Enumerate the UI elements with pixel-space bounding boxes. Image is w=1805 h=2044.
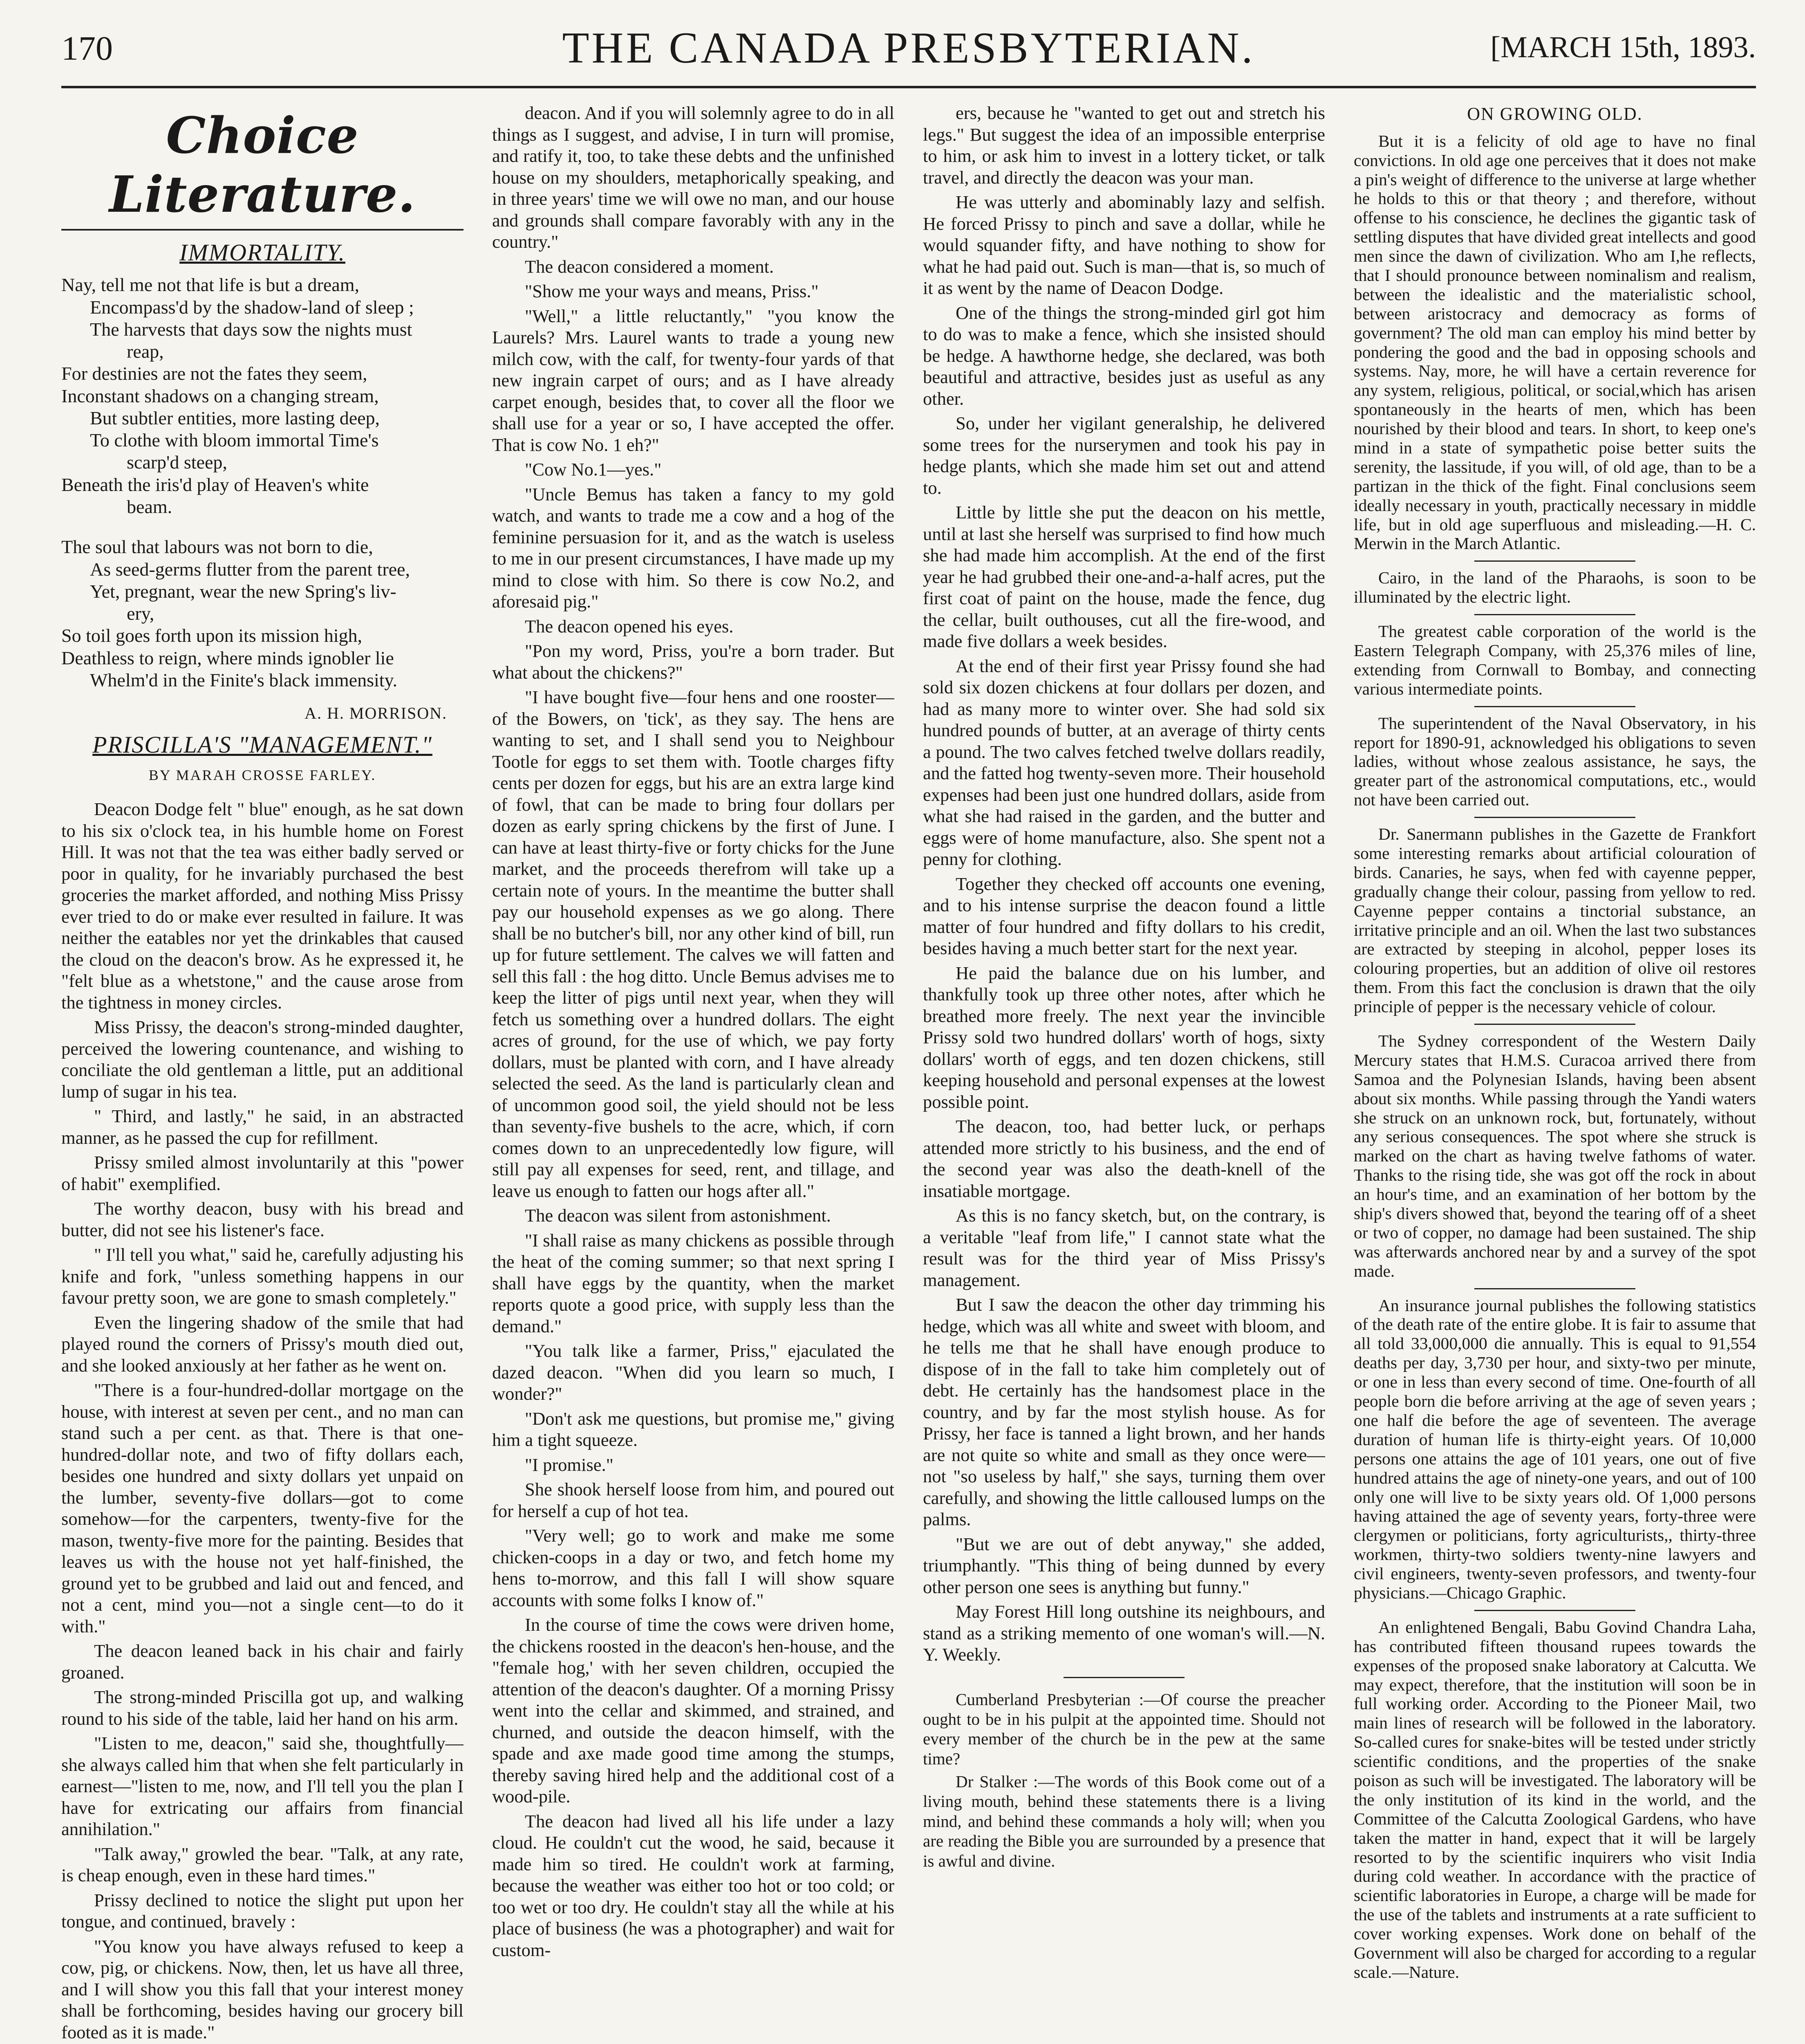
news-items <box>1354 568 1756 1981</box>
news-item: The Sydney correspondent of the Western Daily Mercury states that H.M.S. Curacoa arrived there from Samoa and the Polynesian Islands, having been absent about six months. While passing through the Yandi waters she struck on an unknown rock, but, fortunately, without any serious consequences. The spot where she struck is marked on the chart as having twelve fathoms of water. Thanks to the rising tide, she was got off the rock in about an hour's time, and an examination of her bottom by the ship's divers showed that, beyond the tearing off of a sheet or two of copper, no damage had been sustained. The ship was afterwards anchored near by and a survey of the spot made. <box>1354 1031 1756 1280</box>
story-paragraph: May Forest Hill long outshine its neighbours, and stand as a striking memento of one woman's will.—N. Y. Weekly. <box>923 1601 1325 1665</box>
column-4 <box>1354 102 1756 2044</box>
poem-line: To clothe with bloom immortal Time's <box>90 430 379 451</box>
story-paragraph: So, under her vigilant generalship, he delivered some trees for the nurserymen and took his pay in hedge plants, which she made him set out and attend to. <box>923 413 1325 498</box>
story-paragraph: "There is a four-hundred-dollar mortgage on the house, with interest at seven per cent., and no man can stand such a per cent. as that. There is that one-hundred-dollar note, and two of fifty dollars each, besides one hundred and sixty dollars yet unpaid on the lumber, seventy-five dollars—got to come somehow—for the carpenters, twenty-five for the mason, twenty-five more for the painting. Besides that leaves us with the house not yet half-finished, the ground yet to be grubbed and laid out and fenced, and not a cent, mind you—not a single cent—to do it with." <box>61 1380 464 1636</box>
poem-line: reap, <box>127 341 164 362</box>
poem-line: The soul that labours was not born to die, <box>61 536 373 558</box>
poem-line: Deathless to reign, where minds ignobler lie <box>61 647 394 668</box>
newspaper-title: THE CANADA PRESBYTERIAN. <box>562 24 1255 72</box>
story-paragraph: Prissy declined to notice the slight put upon her tongue, and continued, bravely : <box>61 1889 464 1932</box>
poem-line: Encompass'd by the shadow-land of sleep ; <box>90 296 414 318</box>
story-paragraph: One of the things the strong-minded girl got him to do was to make a fence, which she insisted should be hedge. A hawthorne hedge, she declared, was both beautiful and attractive, besides just as useful as any other. <box>923 302 1325 409</box>
story-paragraph: Even the lingering shadow of the smile that had played round the corners of Prissy's mouth died out, and she looked anxiously at her father as he went on. <box>61 1312 464 1376</box>
story-paragraph: The worthy deacon, busy with his bread and butter, did not see his listener's face. <box>61 1198 464 1240</box>
story-paragraph: Miss Prissy, the deacon's strong-minded daughter, perceived the lowering countenance, and wishing to conciliate the old gentleman a little, put an additional lump of sugar in his tea. <box>61 1017 464 1102</box>
story-paragraph: "Listen to me, deacon," said she, thoughtfully—she always called him that when she felt particularly in earnest—"listen to me, now, and I'll tell you the plan I have for extricating our affairs from financial annihilation." <box>61 1733 464 1840</box>
news-item: An insurance journal publishes the following statistics of the death rate of the entire globe. It is fair to assume that all told 33,000,000 die annually. This is equal to 91,554 deaths per day, 3,730 per hour, and sixty-two per minute, or one in less than every second of time. One-fourth of all people born die before arriving at the age of seven years ; one half die before the age of seventeen. The average duration of human life is thirty-eight years. Of 10,000 persons one attains the age of 101 years, one out of five hundred attains the age of ninety-one years, and out of 100 only one will live to be sixty years old. Of 1,000 persons having attained the age of seventy years, forty-three were clergymen or politicians, forty agriculturists,, thirty-three workmen, thirty-two soldiers twenty-nine lawyers and civil engineers, twenty-seven professors, and twenty-four physicians.—Chicago Graphic. <box>1354 1295 1756 1602</box>
story-paragraph: "I shall raise as many chickens as possible through the heat of the coming summer; so that next spring I shall have eggs by the quantity, when the market reports quote a good price, with supply less than the demand." <box>492 1230 894 1336</box>
masthead <box>61 16 1756 88</box>
story-paragraph: "Pon my word, Priss, you're a born trader. But what about the chickens?" <box>492 641 894 683</box>
divider <box>1474 706 1635 707</box>
poem-line: So toil goes forth upon its mission high, <box>61 625 363 646</box>
story-paragraph: He paid the balance due on his lumber, and thankfully took up three other notes, after which he breathed more freely. The next year the invincible Prissy sold two hundred dollars' worth of hogs, sixty dollars' worth of eggs, and ten dozen chickens, still keeping household and personal expenses at the lowest possible point. <box>923 962 1325 1112</box>
story-paragraph: Deacon Dodge felt " blue" enough, as he sat down to his six o'clock tea, in his humble home on Forest Hill. It was not that the tea was either badly served or poor in quality, for he invariably purchased the best groceries the market afforded, and nothing Miss Prissy ever tried to do or make ever resulted in failure. It was neither the eatables nor yet the drinkables that caused the cloud on the deacon's brow. As he expressed it, he "felt blue as a whetstone," and the cause arose from the tightness in money circles. <box>61 799 464 1013</box>
story-paragraph: "You know you have always refused to keep a cow, pig, or chickens. Now, then, let us have all three, and I will show you this fall that your interest money shall be forthcoming, besides having our grocery bill footed as it is made." <box>61 1936 464 2042</box>
story-paragraph: "Well," a little reluctantly," "you know the Laurels? Mrs. Laurel wants to trade a young new milch cow, with the calf, for twenty-four yards of that new ingrain carpet of ours; and as I have already carpet enough, besides that, to cover all the floor we shall use for a year or so, I have accepted the offer. That is cow No. 1 eh?" <box>492 305 894 455</box>
story-paragraph: As this is no fancy sketch, but, on the contrary, is a veritable "leaf from life," I cannot state what the result was for the third year of Miss Prissy's management. <box>923 1205 1325 1290</box>
news-item: Cairo, in the land of the Pharaohs, is soon to be illuminated by the electric light. <box>1354 568 1756 607</box>
story-paragraph: "I promise." <box>525 1454 614 1475</box>
poem-line: But subtler entities, more lasting deep, <box>90 407 380 428</box>
story-byline: BY MARAH CROSSE FARLEY. <box>148 766 376 783</box>
poem-line: Beneath the iris'd play of Heaven's white <box>61 474 369 495</box>
story-paragraph: " Third, and lastly," he said, in an abstracted manner, as he passed the cup for refillment. <box>61 1106 464 1148</box>
news-item: The greatest cable corporation of the world is the Eastern Telegraph Company, with 25,376 miles of line, extending from Cornwall to Bombay, and connecting various intermediate points. <box>1354 622 1756 698</box>
notes <box>923 1690 1325 1871</box>
poem-line: Inconstant shadows on a changing stream, <box>61 385 379 406</box>
poem-title: IMMORTALITY. <box>179 239 345 266</box>
section-heading: Choice Literature. <box>61 106 464 231</box>
story-paragraph: The strong-minded Priscilla got up, and walking round to his side of the table, laid her hand on his arm. <box>61 1687 464 1729</box>
story-paragraph: "Talk away," growled the bear. "Talk, at any rate, is cheap enough, even in these hard times." <box>61 1843 464 1886</box>
story-paragraph: "Cow No.1—yes." <box>525 459 662 480</box>
page-number: 170 <box>61 29 113 67</box>
issue-date: [MARCH 15th, 1893. <box>1490 31 1756 64</box>
divider <box>1064 1677 1184 1678</box>
story-paragraph: The deacon was silent from astonishment. <box>525 1205 831 1226</box>
poem-line: ery, <box>127 603 155 624</box>
poem-line: beam. <box>127 496 172 517</box>
news-item: The superintendent of the Naval Observatory, in his report for 1890-91, acknowledged his obligations to seven ladies, without whose zealous assistance, he says, the greater part of the astronomical computations, etc., would not have been carried out. <box>1354 713 1756 809</box>
poem-line: For destinies are not the fates they seem, <box>61 363 367 384</box>
note-paragraph: Cumberland Presbyterian :—Of course the preacher ought to be in his pulpit at the appointed time. Should not every member of the church be in the pew at the same time? <box>923 1690 1325 1768</box>
story-paragraph: ers, because he "wanted to get out and stretch his legs." But suggest the idea of an impossible enterprise to him, or ask him to invest in a lottery ticket, or talk travel, and directly the deacon was your man. <box>923 103 1325 188</box>
story-paragraph: "Show me your ways and means, Priss." <box>525 281 819 301</box>
poem-body <box>61 274 464 691</box>
story-paragraph: "Very well; go to work and make me some chicken-coops in a day or two, and fetch home my hens to-morrow, and this fall I will show square accounts with some folks I know of." <box>492 1525 894 1610</box>
essay-body: But it is a felicity of old age to have no final convictions. In old age one perceives that it does not make a pin's weight of difference to the universe at large whether he holds to this or that theory ; and therefore, without offense to his conscience, he declines the gigantic task of settling disputes that have divided great intellects and good men since the dawn of civilization. Who am I,he reflects, that I should pronounce between nominalism and realism, between the idealistic and the materialistic school, between aristocracy and democracy as forms of government? The old man can employ his mind better by pondering the good and the bad in opposing schools and systems. Nay, more, he will have a certain reverence for any system, religious, political, or social,which has arisen spontaneously in the hearts of men, which has been nourished by their blood and tears. In short, to keep one's mind in a state of sympathetic poise better suits the serenity, the lassitude, if you will, of old age, than to be a partizan in the thick of the fight. Final conclusions seem ideally necessary in youth, practically necessary in middle life, but in old age superfluous and misleading.—H. C. Merwin in the March Atlantic. <box>1354 131 1756 553</box>
story-body-col2 <box>492 102 894 1961</box>
divider <box>1474 1288 1635 1289</box>
divider <box>1474 560 1635 562</box>
story-paragraph: He was utterly and abominably lazy and selfish. He forced Prissy to pinch and save a dollar, while he would squander fifty, and have nothing to show for what he had paid out. Such is man—that is, so much of it as went by the name of Deacon Dodge. <box>923 192 1325 298</box>
divider <box>1474 1024 1635 1025</box>
poem-author: A. H. MORRISON. <box>305 704 447 723</box>
divider <box>1474 1610 1635 1611</box>
note-paragraph: Dr Stalker :—The words of this Book come out of a living mouth, behind these statements there is a living mind, and behind these commands a holy will; when you are reading the Bible you are surrounded by a presence that is awful and divine. <box>923 1772 1325 1870</box>
story-paragraph: The deacon had lived all his life under a lazy cloud. He couldn't cut the wood, he said, because it made him so tired. He couldn't work at farming, because the weather was either too hot or too cold; or too wet or too dry. He couldn't stay all the while at his place of business (he was a photographer) and wait for custom- <box>492 1811 894 1960</box>
story-paragraph: The deacon leaned back in his chair and fairly groaned. <box>61 1641 464 1683</box>
poem-line: scarp'd steep, <box>127 452 227 473</box>
poem-line: The harvests that days sow the nights must <box>90 318 412 340</box>
story-paragraph: The deacon considered a moment. <box>525 256 774 277</box>
story-paragraph: In the course of time the cows were driven home, the chickens roosted in the deacon's hen-house, and the "female hog,' with her seven children, occupied the attention of the deacon's daughter. Of a morning Prissy went into the cellar and skimmed, and strained, and churned, and outside the deacon himself, with the spade and axe made good time among the stumps, thereby saving hired help and the additional cost of a wood-pile. <box>492 1614 894 1806</box>
essay-title: ON GROWING OLD. <box>1467 104 1643 124</box>
story-paragraph: The deacon, too, had better luck, or perhaps attended more strictly to his business, and the end of the second year was also the death-knell of the insatiable mortgage. <box>923 1116 1325 1201</box>
story-paragraph: Together they checked off accounts one evening, and to his intense surprise the deacon found a little matter of four hundred and fifty dollars to his credit, besides having a much better start for the next year. <box>923 873 1325 958</box>
poem-line: Yet, pregnant, wear the new Spring's liv- <box>90 580 396 602</box>
story-title: PRISCILLA'S "MANAGEMENT." <box>92 731 432 758</box>
story-paragraph: "I have bought five—four hens and one rooster—of the Bowers, on 'tick', as they say. The hens are wanting to set, and I shall send you to Neighbour Tootle for eggs to set them with. Tootle charges fifty cents per dozen for eggs, but his are an extra large kind of fowl, that can be made to bring four dollars per dozen as early spring chickens by the first of June. I can have at least thirty-five or forty chicks for the June market, and the proceeds therefrom will take up a certain note of yours. In the meantime the butter shall pay our household expenses as we go along. There shall be no butcher's bill, nor any other kind of bill, run up for future settlement. The calves we will fatten and sell this fall : the hog ditto. Uncle Bemus advises me to keep the litter of pigs until next year, when they will fetch us something over a hundred dollars. The eight acres of ground, for the use of which, we pay forty dollars, must be planted with corn, and I have already selected the seed. As the land is particularly clean and of uncommon good soil, the yield should not be less than seventy-five bushels to the acre, which, if corn comes down to an unprecedentedly low figure, will still pay all expenses for seed, rent, and tillage, and leave us enough to fatten our hogs after all." <box>492 687 894 1201</box>
column-2 <box>492 102 894 2044</box>
story-paragraph: "You talk like a farmer, Priss," ejaculated the dazed deacon. "When did you learn so much, I wonder?" <box>492 1340 894 1404</box>
story-body-col3 <box>923 102 1325 1665</box>
story-paragraph: deacon. And if you will solemnly agree to do in all things as I suggest, and advise, I in turn will promise, and ratify it, too, to take these debts and the unfinished house on my shoulders, metaphorically speaking, and in three years' time we will owe no man, and our house and grounds shall compare favorably with any in the country." <box>492 103 894 252</box>
story-paragraph: "Uncle Bemus has taken a fancy to my gold watch, and wants to trade me a cow and a hog of the feminine persuasion for it, and as the watch is useless to me in our present circumstances, I have made up my mind to close with him. So there is cow No.2, and aforesaid pig." <box>492 484 894 612</box>
story-paragraph: Prissy smiled almost involuntarily at this "power of habit" exemplified. <box>61 1152 464 1194</box>
story-paragraph: She shook herself loose from him, and poured out for herself a cup of hot tea. <box>492 1479 894 1521</box>
divider <box>1474 614 1635 615</box>
poem-line: As seed-germs flutter from the parent tree, <box>90 558 410 580</box>
news-item: An enlightened Bengali, Babu Govind Chandra Laha, has contributed fifteen thousand rupees towards the expenses of the proposed snake laboratory at Calcutta. We may expect, therefore, that the institution will soon be in full working order. According to the Pioneer Mail, two main lines of research will be followed in the laboratory. So-called cures for snake-bites will be tested under strictly scientific conditions, and the properties of the snake poison as such will be investigated. The laboratory will be the only institution of its kind in the world, and the Committee of the Calcutta Zoological Gardens, who have taken the matter in hand, expect that it will be largely resorted to by the scientific inquirers who visit India during cold weather. In accordance with the practice of scientific laboratories in Europe, a charge will be made for the use of the tablets and instruments at a rate sufficient to cover working expenses. Work done on behalf of the Government will also be charged for according to a regular scale.—Nature. <box>1354 1617 1756 1981</box>
column-3 <box>923 102 1325 2044</box>
story-paragraph: " I'll tell you what," said he, carefully adjusting his knife and fork, "unless something happens in our favour pretty soon, we are gone to smash completely." <box>61 1244 464 1308</box>
news-item: Dr. Sanermann publishes in the Gazette de Frankfort some interesting remarks about artificial colouration of birds. Canaries, he says, when fed with cayenne pepper, gradually change their colour, passing from yellow to red. Cayenne pepper contains a tinctorial substance, an irritative principle and an oil. When the last two substances are extracted by steeping in alcohol, pepper loses its colouring properties, but an addition of olive oil restores them. From this fact the conclusion is drawn that the oily principle of pepper is the necessary vehicle of colour. <box>1354 825 1756 1016</box>
story-paragraph: "Don't ask me questions, but promise me," giving him a tight squeeze. <box>492 1408 894 1450</box>
story-body-col1 <box>61 798 464 2044</box>
poem-line: Nay, tell me not that life is but a dream, <box>61 274 359 296</box>
story-paragraph: At the end of their first year Prissy found she had sold six dozen chickens at four dollars per dozen, and had as many more to winter over. She had sold six hundred pounds of butter, at an average of thirty cents a pound. The two calves fetched twelve dollars readily, and the fatted hog twenty-seven more. Their household expenses had been just one hundred dollars, aside from what she had raised in the garden, and the butter and eggs were of home manufacture, also. She spent not a penny for clothing. <box>923 655 1325 869</box>
story-paragraph: "But we are out of debt anyway," she added, triumphantly. "This thing of being dunned by every other person one sees is anything but funny." <box>923 1533 1325 1597</box>
divider <box>1474 817 1635 818</box>
article-columns <box>61 102 1756 2044</box>
column-1 <box>61 102 464 2044</box>
story-paragraph: But I saw the deacon the other day trimming his hedge, which was all white and sweet with bloom, and he tells me that he shall have enough produce to dispose of in the fall to take him completely out of debt. He certainly has the handsomest place in the country, and by far the most stylish house. As for Prissy, her face is tanned a light brown, and her hands are not quite so white and small as they once were—not "so useless by half," she says, turning them over carefully, and showing the little calloused lumps on the palms. <box>923 1294 1325 1529</box>
poem-line: Whelm'd in the Finite's black immensity. <box>90 669 398 690</box>
story-paragraph: Little by little she put the deacon on his mettle, until at last she herself was surprised to find how much she had made him accomplish. At the end of the first year he had grubbed their one-and-a-half acres, put the first coat of paint on the house, made the fence, dug the cellar, built outhouses, cut all the fire-wood, and made five dollars a week besides. <box>923 502 1325 651</box>
story-paragraph: The deacon opened his eyes. <box>525 616 734 637</box>
